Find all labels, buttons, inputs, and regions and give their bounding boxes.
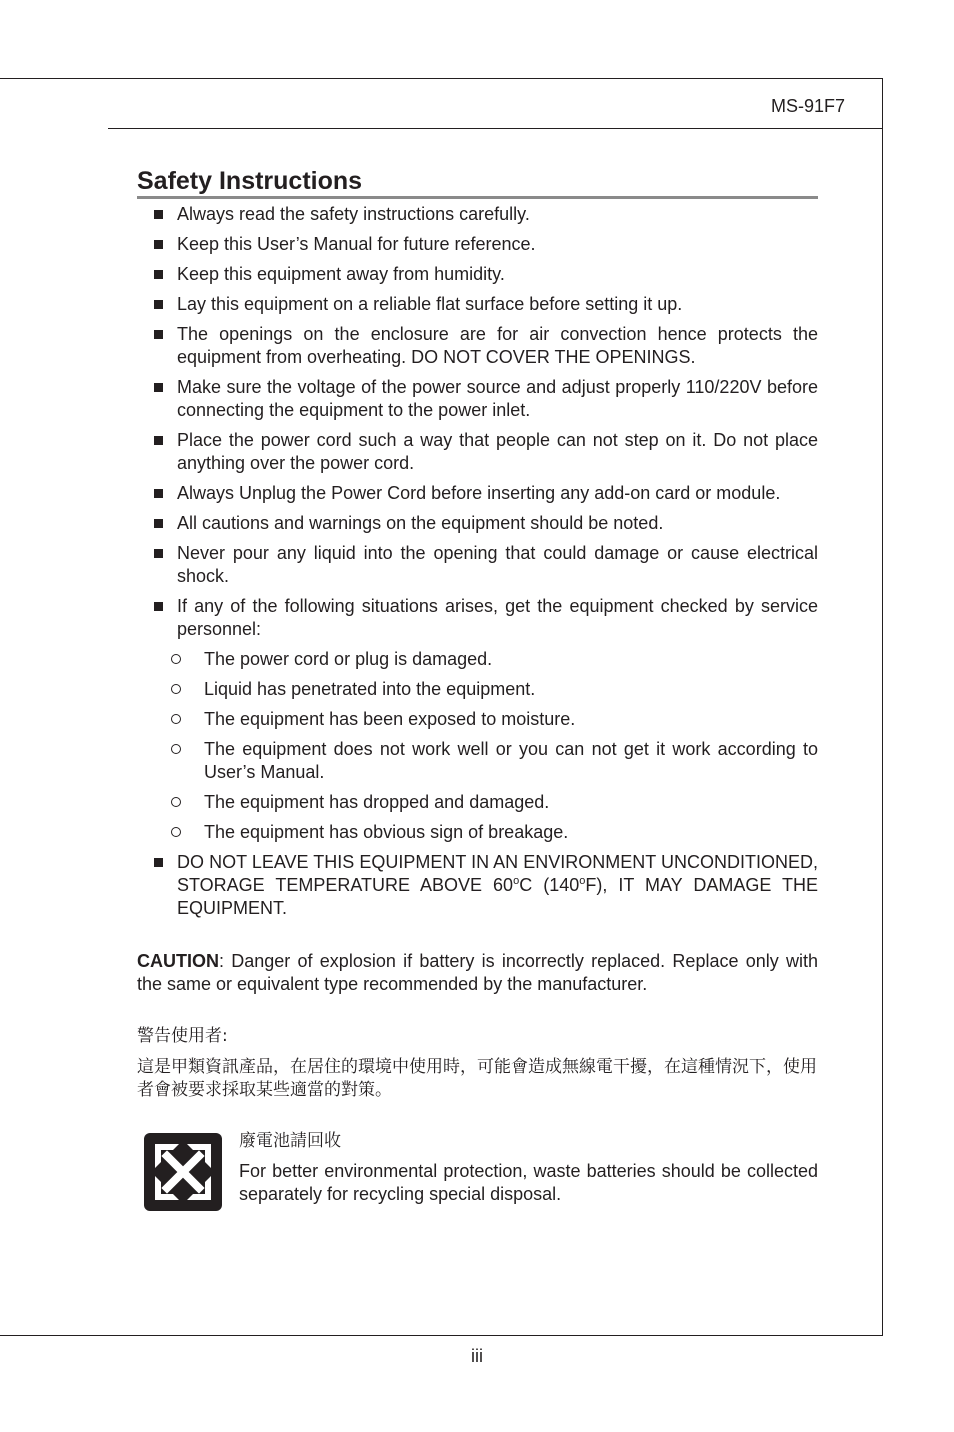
recycling-title-cn: 廢電池請回收 (239, 1131, 341, 1151)
safety-instructions-list (137, 203, 818, 641)
circle-bullet-icon (171, 744, 181, 754)
circle-bullet-icon (171, 797, 181, 807)
list-item: Keep this User’s Manual for future reference. (137, 233, 818, 256)
side-rule (882, 78, 883, 1336)
caution-paragraph (137, 950, 818, 996)
list-item: Lay this equipment on a reliable flat surface before setting it up. (137, 293, 818, 316)
battery-recycling-notice (137, 1130, 818, 1220)
temperature-warning: DO NOT LEAVE THIS EQUIPMENT IN AN ENVIRONMENT UNCONDITIONED, STORAGE TEMPERATURE ABOVE 60$^o$C (140$^o$F), IT MAY DAMAGE THE EQUIPMENT. (137, 851, 818, 920)
list-item: If any of the following situations arises, get the equipment checked by service personnel: (137, 595, 818, 641)
warning-body-cn: 這是甲類資訊產品，在居住的環境中使用時，可能會造成無線電干擾，在這種情況下，使用者會被要求採取某些適當的對策。 (137, 1057, 817, 1100)
caution-text: : Danger of explosion if battery is incorrectly replaced. Replace only with the same or equivalent type recommended by the manufacturer. (137, 951, 818, 994)
recycling-description: For better environmental protection, waste batteries should be collected separately for recycling special disposal. (239, 1161, 818, 1204)
top-rule (0, 78, 883, 79)
battery-recycling-icon (143, 1132, 223, 1212)
model-number: MS-91F7 (770, 96, 845, 116)
square-bullet-icon (154, 270, 163, 279)
recycling-text-block (239, 1130, 818, 1206)
list-item: The equipment does not work well or you can not get it work according to User’s Manual. (137, 738, 818, 784)
square-bullet-icon (154, 240, 163, 249)
list-item: The openings on the enclosure are for air convection hence protects the equipment from overheating. DO NOT COVER THE OPENINGS. (137, 323, 818, 369)
square-bullet-icon (154, 519, 163, 528)
page-title: Safety Instructions (137, 166, 818, 199)
list-item: Never pour any liquid into the opening that could damage or cause electrical shock. (137, 542, 818, 588)
temperature-warning-list (137, 851, 818, 920)
list-item: The power cord or plug is damaged. (137, 648, 818, 671)
caution-label: CAUTION (137, 951, 219, 971)
circle-bullet-icon (171, 654, 181, 664)
list-item: Liquid has penetrated into the equipment. (137, 678, 818, 701)
square-bullet-icon (154, 549, 163, 558)
list-item: Always Unplug the Power Cord before inserting any add-on card or module. (137, 482, 818, 505)
list-item: The equipment has obvious sign of breakage. (137, 821, 818, 844)
service-situations-list (137, 648, 818, 844)
list-item: Make sure the voltage of the power source and adjust properly 110/220V before connecting the equipment to the power inlet. (137, 376, 818, 422)
square-bullet-icon (154, 300, 163, 309)
list-item: Place the power cord such a way that people can not step on it. Do not place anything over the power cord. (137, 429, 818, 475)
square-bullet-icon (154, 489, 163, 498)
circle-bullet-icon (171, 684, 181, 694)
content (137, 166, 818, 1220)
list-item: Always read the safety instructions carefully. (137, 203, 818, 226)
square-bullet-icon (154, 602, 163, 611)
warning-title-cn: 警告使用者: (137, 1026, 228, 1046)
page-number: iii (471, 1346, 483, 1366)
list-item: The equipment has been exposed to moisture. (137, 708, 818, 731)
square-bullet-icon (154, 383, 163, 392)
circle-bullet-icon (171, 714, 181, 724)
list-item: Keep this equipment away from humidity. (137, 263, 818, 286)
square-bullet-icon (154, 330, 163, 339)
square-bullet-icon (154, 210, 163, 219)
list-item: The equipment has dropped and damaged. (137, 791, 818, 814)
header-rule (108, 128, 883, 129)
list-item: All cautions and warnings on the equipment should be noted. (137, 512, 818, 535)
circle-bullet-icon (171, 827, 181, 837)
bottom-rule (0, 1335, 883, 1336)
square-bullet-icon (154, 436, 163, 445)
square-bullet-icon (154, 858, 163, 867)
